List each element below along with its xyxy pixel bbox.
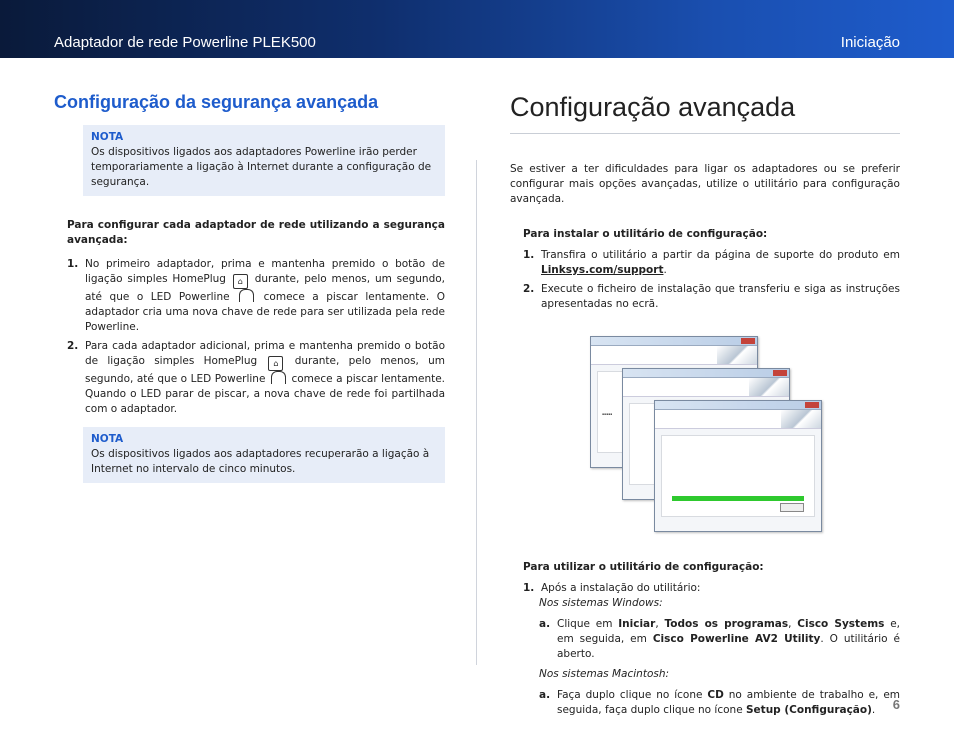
step-text: Após a instalação do utilitário: — [541, 582, 701, 594]
menu-cisco-utility: Cisco Powerline AV2 Utility — [652, 633, 821, 645]
right-heading: Configuração avançada — [510, 92, 796, 122]
steps-list — [67, 257, 445, 417]
step-text: . — [871, 704, 876, 716]
note-text: Os dispositivos ligados aos adaptadores Powerline irão perder temporariamente a ligação à Internet durante a configuração de segurança. — [91, 146, 432, 188]
step-letter: a. — [539, 689, 551, 701]
note-text: Os dispositivos ligados aos adaptadores recuperarão a ligação à Internet no intervalo de cinco minutos. — [91, 448, 430, 475]
cd-icon-label: CD — [707, 689, 724, 701]
note-box-1 — [83, 125, 445, 196]
powerline-led-icon — [271, 371, 286, 384]
window-content: ▪▪▪▪▪ — [602, 412, 613, 416]
step-item — [67, 257, 445, 335]
install-steps — [523, 248, 900, 312]
column-divider — [476, 160, 477, 665]
menu-todos-programas: Todos os programas — [664, 618, 789, 630]
step-text: , — [788, 618, 792, 630]
header-title: Adaptador de rede Powerline PLEK500 — [54, 34, 316, 51]
menu-iniciar: Iniciar — [618, 618, 656, 630]
install-title: Para instalar o utilitário de configuração: — [523, 228, 768, 240]
step-text: . O utilitário é aberto. — [557, 633, 901, 660]
homeplug-button-icon: ⌂ — [268, 356, 283, 371]
install-progress-bar — [672, 496, 804, 501]
instructions-title: Para configurar cada adaptador de rede utilizando a segurança avançada: — [67, 219, 445, 246]
install-step — [523, 248, 900, 278]
step-text: Clique em — [557, 618, 613, 630]
left-heading: Configuração da segurança avançada — [54, 92, 379, 112]
use-title: Para utilizar o utilitário de configuração: — [523, 561, 764, 573]
windows-step — [510, 617, 900, 662]
mac-step — [510, 688, 900, 718]
step-text: Faça duplo clique no ícone — [557, 689, 703, 701]
page-number: 6 — [892, 697, 900, 712]
step-text: No primeiro adaptador, prima e mantenha premido o botão de ligação simples HomePlug — [85, 258, 445, 285]
page-header — [0, 0, 954, 58]
header-section: Iniciação — [840, 34, 900, 51]
note-label: NOTA — [91, 433, 124, 445]
step-number: 1. — [67, 258, 79, 270]
use-steps — [523, 581, 900, 596]
step-number: 1. — [523, 582, 535, 594]
heading-rule — [510, 133, 900, 134]
step-item — [67, 339, 445, 417]
step-number: 2. — [523, 283, 535, 295]
step-text: , — [655, 618, 659, 630]
windows-label: Nos sistemas Windows: — [539, 597, 663, 609]
note-box-2 — [83, 427, 445, 483]
step-text: Para cada adaptador adicional, prima e mantenha premido o botão de ligação simples HomePlug — [85, 340, 445, 367]
step-text: comece a piscar lentamente. Quando o LED parar de piscar, a nova chave de rede foi partilhada com o adaptador. — [85, 373, 446, 415]
use-step — [523, 581, 900, 596]
step-text: Execute o ficheiro de instalação que transferiu e siga as instruções apresentadas no ecrã. — [541, 283, 900, 310]
step-letter: a. — [539, 618, 551, 630]
setup-icon-label: Setup (Configuração) — [746, 704, 872, 716]
install-step — [523, 282, 900, 312]
step-text: durante, pelo menos, um segundo, até que o LED Powerline — [85, 273, 446, 303]
step-number: 1. — [523, 249, 535, 261]
support-link[interactable]: Linksys.com/support — [541, 264, 664, 276]
step-text: comece a piscar lentamente. O adaptador cria uma nova chave de rede para ser utilizada pela rede Powerline. — [85, 291, 445, 333]
step-text: Transfira o utilitário a partir da página de suporte do produto em — [541, 249, 900, 261]
installer-screenshots — [510, 328, 900, 538]
intro-text: Se estiver a ter dificuldades para ligar os adaptadores ou se preferir configurar mais opções avançadas, utilize o utilitário para configuração avançada. — [510, 163, 900, 205]
installer-window-status — [654, 400, 822, 532]
note-label: NOTA — [91, 131, 124, 143]
right-column — [510, 92, 900, 718]
cancel-button — [780, 503, 804, 512]
homeplug-button-icon: ⌂ — [233, 274, 248, 289]
mac-label: Nos sistemas Macintosh: — [539, 668, 670, 680]
step-text: . — [663, 264, 667, 276]
step-text: e, em seguida, em — [557, 618, 901, 645]
menu-cisco-systems: Cisco Systems — [797, 618, 885, 630]
step-text: no ambiente de trabalho e, em seguida, faça duplo clique no ícone — [557, 689, 901, 716]
left-column — [54, 92, 445, 483]
step-text: durante, pelo menos, um segundo, até que o LED Powerline — [85, 355, 446, 385]
step-number: 2. — [67, 340, 79, 352]
powerline-led-icon — [239, 289, 254, 302]
